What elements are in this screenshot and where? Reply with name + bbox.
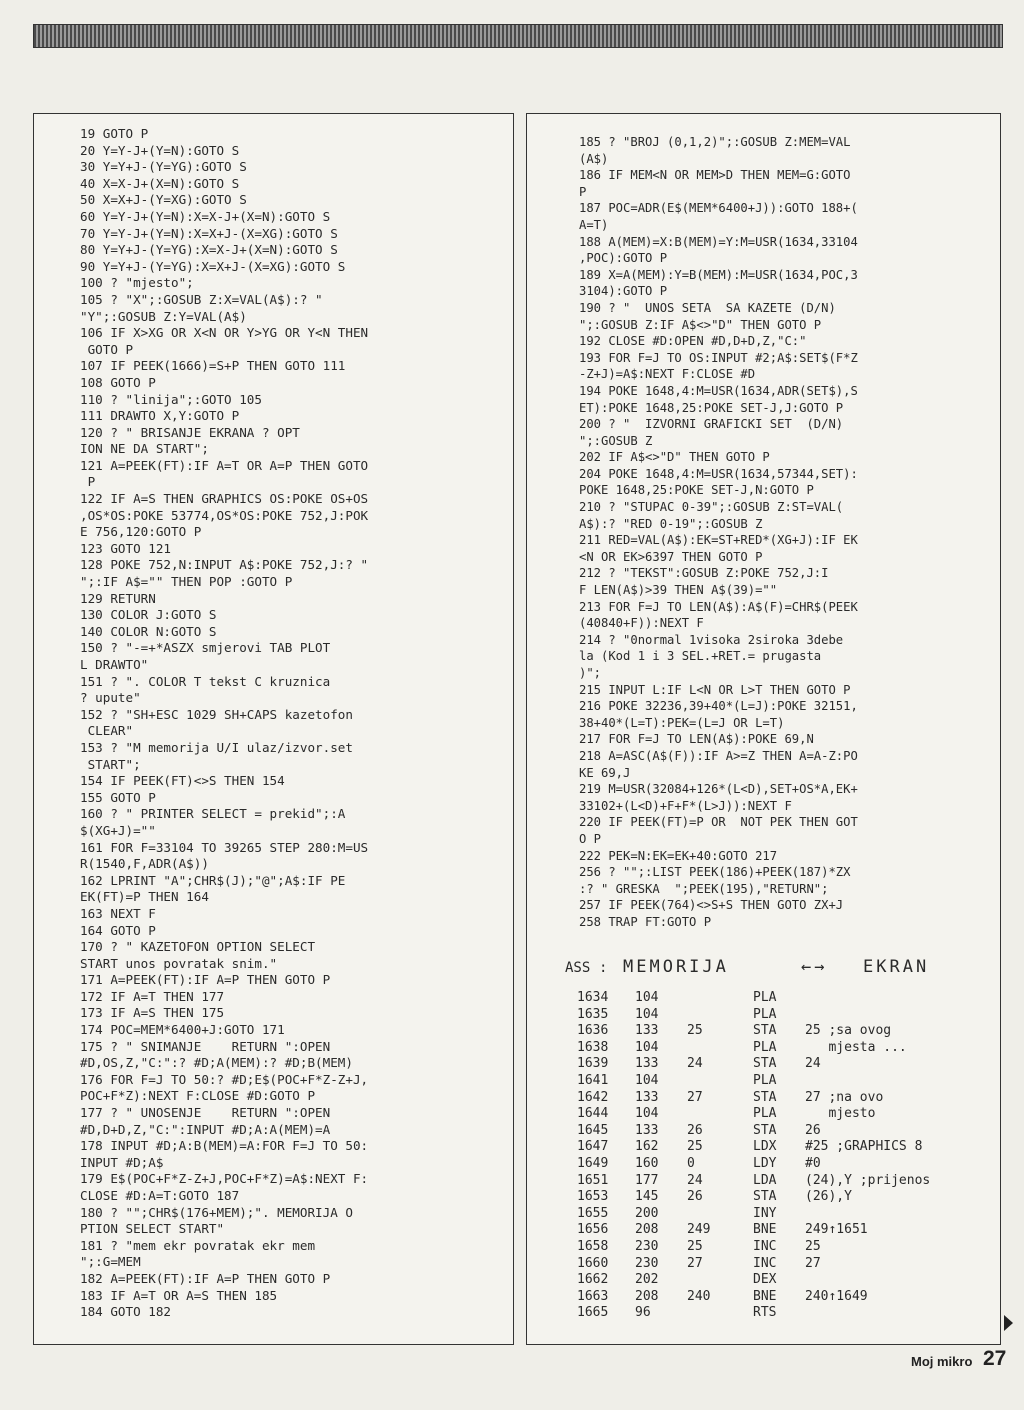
asm-operand: mjesto <box>805 1106 876 1122</box>
asm-opcode: 133 <box>635 1056 659 1072</box>
assembler-label: ASS <box>565 960 591 976</box>
asm-mnemonic: PLA <box>753 1073 777 1088</box>
asm-opcode: 104 <box>635 1106 659 1122</box>
asm-address: 1635 <box>577 1006 609 1022</box>
asm-argument: 24 <box>687 1172 703 1188</box>
asm-address: 1662 <box>577 1272 609 1288</box>
asm-argument: 249 <box>687 1222 711 1238</box>
asm-opcode: 104 <box>635 990 659 1005</box>
asm-mnemonic: STA <box>753 1056 777 1072</box>
asm-address: 1655 <box>577 1205 609 1221</box>
asm-mnemonic: DEX <box>753 1272 777 1288</box>
asm-opcode: 133 <box>635 1122 659 1138</box>
asm-operand: 27 ;na ovo <box>805 1089 884 1105</box>
asm-opcode: 208 <box>635 1222 659 1238</box>
asm-address: 1665 <box>577 1305 609 1321</box>
asm-argument: 26 <box>687 1122 703 1138</box>
asm-mnemonic: PLA <box>753 1039 777 1055</box>
asm-address: 1649 <box>577 1156 609 1171</box>
asm-opcode: 104 <box>635 1073 659 1088</box>
asm-opcode: 230 <box>635 1239 659 1254</box>
asm-address: 1651 <box>577 1172 609 1188</box>
asm-argument: 25 <box>687 1023 703 1039</box>
asm-argument: 27 <box>687 1089 703 1105</box>
asm-argument: 26 <box>687 1189 703 1205</box>
asm-address: 1647 <box>577 1139 609 1155</box>
asm-operand: mjesta ... <box>805 1039 907 1055</box>
magazine-name: Moj mikro <box>911 1354 973 1369</box>
asm-operand: 25 ;sa ovog <box>805 1023 892 1039</box>
asm-mnemonic: INC <box>753 1255 777 1271</box>
basic-listing-right: 185 ? "BROJ (0,1,2)";:GOSUB Z:MEM=VAL (A$) 186 IF MEM<N OR MEM>D THEN MEM=G:GOTO P 187 POC=ADR(E$(MEM*6400+J)):GOTO 188+( A=T) 188 A(MEM)=X:B(MEM)=Y:M=USR(1634,33104 ,POC):GOTO P 189 X=A(MEM):Y=B(MEM):M=USR(1634,POC,3 3104):GOTO P 190 ? " UNOS SETA SA KAZETE (D/N) ";:GOSUB Z:IF A$<>"D" THEN GOTO P 192 CLOSE #D:OPEN #D,D+D,Z,"C:" 193 FOR F=J TO OS:INPUT #2;A$:SET$(F*Z -Z+J)=A$:NEXT F:CLOSE #D 194 POKE 1648,4:M=USR(1634,ADR(SET$),S ET):POKE 1648,25:POKE SET-J,J:GOTO P 200 ? " IZVORNI GRAFICKI SET (D/N) ";:GOSUB Z 202 IF A$<>"D" THEN GOTO P 204 POKE 1648,4:M=USR(1634,57344,SET): POKE 1648,25:POKE SET-J,N:GOTO P 210 ? "STUPAC 0-39";:GOSUB Z:ST=VAL( A$):? "RED 0-19";:GOSUB Z 211 RED=VAL(A$):EK=ST+RED*(XG+J):IF EK <N OR EK>6397 THEN GOTO P 212 ? "TEKST":GOSUB Z:POKE 752,J:I F LEN(A$)>39 THEN A$(39)="" 213 FOR F=J TO LEN(A$):A$(F)=CHR$(PEEK (40840+F)):NEXT F 214 ? "0normal 1visoka 2siroka 3debe la (Kod 1 i 3 SEL.+RET.= prugasta )"; 215 INPUT L:IF L<N OR L>T THEN GOTO P 216 POKE 32236,39+40*(L=J):POKE 32151, 38+40*(L=T):PEK=(L=J OR L=T) 217 FOR F=J TO LEN(A$):POKE 69,N 218 A=ASC(A$(F)):IF A>=Z THEN A=A-Z:PO KE 69,J 219 M=USR(32084+126*(L<D),SET+OS*A,EK+ 33102+(L<D)+F+F*(L>J)):NEXT F 220 IF PEEK(FT)=P OR NOT PEK THEN GOT O P 222 PEK=N:EK=EK+40:GOTO 217 256 ? "";:LIST PEEK(186)+PEEK(187)*ZX :? " GRESKA ";PEEK(195),"RETURN"; 257 IF PEEK(764)<>S+S THEN GOTO ZX+J 258 TRAP FT:GOTO P <box>579 135 858 929</box>
asm-address: 1634 <box>577 990 609 1005</box>
asm-mnemonic: RTS <box>753 1305 777 1321</box>
basic-listing-left: 19 GOTO P 20 Y=Y-J+(Y=N):GOTO S 30 Y=Y+J-(Y=YG):GOTO S 40 X=X-J+(X=N):GOTO S 50 X=X+J-(Y=XG):GOTO S 60 Y=Y-J+(Y=N):X=X-J+(X=N):GOTO S 70 Y=Y-J+(Y=N):X=X+J-(X=XG):GOTO S 80 Y=Y+J-(Y=YG):X=X-J+(X=N):GOTO S 90 Y=Y+J-(Y=YG):X=X+J-(X=XG):GOTO S 100 ? "mjesto"; 105 ? "X";:GOSUB Z:X=VAL(A$):? " "Y";:GOSUB Z:Y=VAL(A$) 106 IF X>XG OR X<N OR Y>YG OR Y<N THEN GOTO P 107 IF PEEK(1666)=S+P THEN GOTO 111 108 GOTO P 110 ? "linija";:GOTO 105 111 DRAWTO X,Y:GOTO P 120 ? " BRISANJE EKRANA ? OPT ION NE DA START"; 121 A=PEEK(FT):IF A=T OR A=P THEN GOTO P 122 IF A=S THEN GRAPHICS OS:POKE OS+OS ,OS*OS:POKE 53774,OS*OS:POKE 752,J:POK E 756,120:GOTO P 123 GOTO 121 128 POKE 752,N:INPUT A$:POKE 752,J:? " ";:IF A$="" THEN POP :GOTO P 129 RETURN 130 COLOR J:GOTO S 140 COLOR N:GOTO S 150 ? "-=+*ASZX smjerovi TAB PLOT L DRAWTO" 151 ? ". COLOR T tekst C kruznica ? upute" 152 ? "SH+ESC 1029 SH+CAPS kazetofon CLEAR" 153 ? "M memorija U/I ulaz/izvor.set START"; 154 IF PEEK(FT)<>S THEN 154 155 GOTO P 160 ? " PRINTER SELECT = prekid";:A $(XG+J)="" 161 FOR F=33104 TO 39265 STEP 280:M=US R(1540,F,ADR(A$)) 162 LPRINT "A";CHR$(J);"@";A$:IF PE EK(FT)=P THEN 164 163 NEXT F 164 GOTO P 170 ? " KAZETOFON OPTION SELECT START unos povratak snim." 171 A=PEEK(FT):IF A=P THEN GOTO P 172 IF A=T THEN 177 173 IF A=S THEN 175 174 POC=MEM*6400+J:GOTO 171 175 ? " SNIMANJE RETURN ":OPEN #D,OS,Z,"C:":? #D;A(MEM):? #D;B(MEM) 176 FOR F=J TO 50:? #D;E$(POC+F*Z-Z+J, POC+F*Z):NEXT F:CLOSE #D:GOTO P 177 ? " UNOSENJE RETURN ":OPEN #D,D+D,Z,"C:":INPUT #D;A:A(MEM)=A 178 INPUT #D;A:B(MEM)=A:FOR F=J TO 50: INPUT #D;A$ 179 E$(POC+F*Z-Z+J,POC+F*Z)=A$:NEXT F: CLOSE #D:A=T:GOTO 187 180 ? "";CHR$(176+MEM);". MEMORIJA O PTION SELECT START" 181 ? "mem ekr povratak ekr mem ";:G=MEM 182 A=PEEK(FT):IF A=P THEN GOTO P 183 IF A=T OR A=S THEN 185 184 GOTO 182 <box>80 126 369 1320</box>
asm-mnemonic: STA <box>753 1023 777 1039</box>
asm-address: 1656 <box>577 1222 609 1238</box>
assembler-title-screen: EKRAN <box>863 957 930 977</box>
asm-address: 1663 <box>577 1288 609 1304</box>
asm-argument: 24 <box>687 1056 703 1072</box>
asm-opcode: 104 <box>635 1006 659 1022</box>
asm-mnemonic: STA <box>753 1089 777 1105</box>
asm-opcode: 162 <box>635 1139 659 1155</box>
asm-operand: 24 <box>805 1056 821 1072</box>
asm-address: 1636 <box>577 1023 609 1039</box>
asm-mnemonic: INC <box>753 1239 777 1254</box>
continue-arrow-icon <box>1004 1315 1013 1331</box>
asm-address: 1641 <box>577 1073 609 1088</box>
asm-opcode: 208 <box>635 1288 659 1304</box>
asm-opcode: 145 <box>635 1189 659 1205</box>
header-bar <box>33 24 1003 48</box>
asm-opcode: 133 <box>635 1089 659 1105</box>
asm-mnemonic: STA <box>753 1189 777 1205</box>
asm-address: 1642 <box>577 1089 609 1105</box>
asm-operand: (24),Y ;prijenos <box>805 1172 931 1188</box>
asm-mnemonic: STA <box>753 1122 777 1138</box>
asm-operand: 249↑1651 <box>805 1222 868 1238</box>
asm-argument: 25 <box>687 1139 703 1155</box>
asm-mnemonic: LDY <box>753 1156 777 1171</box>
asm-argument: 240 <box>687 1288 711 1304</box>
asm-mnemonic: BNE <box>753 1288 777 1304</box>
right-listing-column <box>526 113 1001 1345</box>
asm-address: 1645 <box>577 1122 609 1138</box>
asm-operand: 240↑1649 <box>805 1288 868 1304</box>
asm-opcode: 177 <box>635 1172 659 1188</box>
asm-operand: 27 <box>805 1255 821 1271</box>
asm-address: 1638 <box>577 1039 609 1055</box>
asm-mnemonic: LDA <box>753 1172 777 1188</box>
asm-opcode: 160 <box>635 1156 659 1171</box>
asm-operand: #0 <box>805 1156 821 1171</box>
asm-mnemonic: INY <box>753 1205 777 1221</box>
asm-operand: 25 <box>805 1239 821 1254</box>
asm-address: 1660 <box>577 1255 609 1271</box>
asm-address: 1658 <box>577 1239 609 1254</box>
asm-mnemonic: LDX <box>753 1139 777 1155</box>
assembler-title-memory: MEMORIJA <box>623 957 729 977</box>
left-listing-column <box>33 113 514 1345</box>
asm-operand: (26),Y <box>805 1189 852 1205</box>
asm-address: 1644 <box>577 1106 609 1122</box>
asm-address: 1653 <box>577 1189 609 1205</box>
assembler-colon: : <box>599 960 608 976</box>
assembler-header <box>565 957 975 979</box>
asm-mnemonic: BNE <box>753 1222 777 1238</box>
asm-opcode: 202 <box>635 1272 659 1288</box>
asm-operand: #25 ;GRAPHICS 8 <box>805 1139 923 1155</box>
asm-argument: 0 <box>687 1156 695 1171</box>
asm-opcode: 230 <box>635 1255 659 1271</box>
double-arrow-icon: ←→ <box>801 957 828 977</box>
asm-opcode: 96 <box>635 1305 651 1321</box>
asm-mnemonic: PLA <box>753 990 777 1005</box>
asm-mnemonic: PLA <box>753 1006 777 1022</box>
assembler-listing <box>527 990 1002 1330</box>
asm-opcode: 200 <box>635 1205 659 1221</box>
page-number: 27 <box>983 1347 1007 1370</box>
asm-address: 1639 <box>577 1056 609 1072</box>
asm-operand: 26 <box>805 1122 821 1138</box>
asm-mnemonic: PLA <box>753 1106 777 1122</box>
asm-argument: 27 <box>687 1255 703 1271</box>
asm-argument: 25 <box>687 1239 703 1254</box>
asm-opcode: 104 <box>635 1039 659 1055</box>
asm-opcode: 133 <box>635 1023 659 1039</box>
